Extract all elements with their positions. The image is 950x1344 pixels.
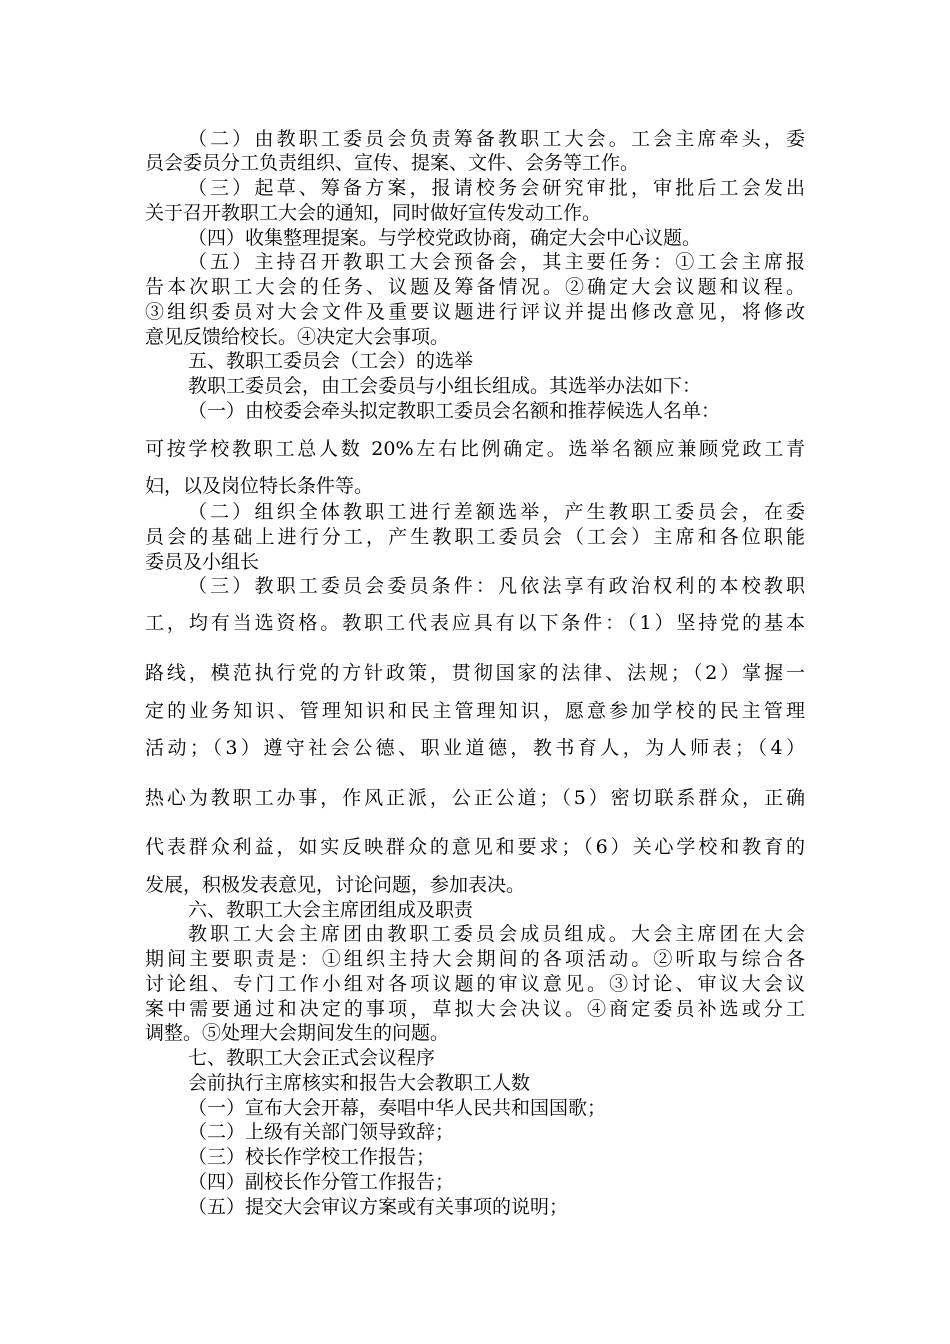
paragraph-line: 意见反馈给校长。④决定大会事项。: [145, 326, 450, 348]
paragraph-line: 路线，模范执行党的方针政策，贯彻国家的法律、法规；（2）掌握一: [145, 662, 805, 684]
paragraph-line: 代表群众利益，如实反映群众的意见和要求；（6）关心学校和教育的: [145, 836, 805, 858]
paragraph-line: 教职工大会主席团由教职工委员会成员组成。大会主席团在大会: [188, 923, 805, 945]
paragraph-line: 关于召开教职工大会的通知，同时做好宣传发动工作。: [145, 202, 602, 224]
paragraph-line: 工，均有当选资格。教职工代表应具有以下条件：（1）坚持党的基本: [145, 612, 805, 634]
paragraph-line: 妇，以及岗位特长条件等。: [145, 475, 374, 497]
section-heading: 五、教职工委员会（工会）的选举: [188, 350, 474, 372]
paragraph-line: ③组织委员对大会文件及重要议题进行评议并提出修改意见，将修改: [145, 301, 805, 323]
paragraph-line: （五）主持召开教职工大会预备会，其主要任务：①工会主席报: [188, 251, 805, 273]
paragraph-line: （四）收集整理提案。与学校党政协商，确定大会中心议题。: [188, 227, 702, 249]
paragraph-line: 活动；（3）遵守社会公德、职业道德，教书育人，为人师表；（4）: [145, 737, 805, 759]
list-item: （二）上级有关部门领导致辞；: [188, 1121, 455, 1143]
list-item: （一）宣布大会开幕，奏唱中华人民共和国国歌；: [188, 1097, 607, 1119]
paragraph-line: 员会的基础上进行分工，产生教职工委员会（工会）主席和各位职能: [145, 526, 805, 548]
section-heading: 七、教职工大会正式会议程序: [188, 1047, 436, 1069]
list-item: （四）副校长作分管工作报告；: [188, 1171, 455, 1193]
list-item: （三）校长作学校工作报告；: [188, 1146, 436, 1168]
paragraph-line: 定的业务知识、管理知识和民主管理知识，愿意参加学校的民主管理: [145, 700, 805, 722]
paragraph-line: （三）起草、筹备方案，报请校务会研究审批，审批后工会发出: [188, 177, 805, 199]
paragraph-line: （一）由校委会牵头拟定教职工委员会名额和推荐候选人名单：: [188, 400, 721, 422]
paragraph-line: 讨论组、专门工作小组对各项议题的审议意见。③讨论、审议大会议: [145, 973, 805, 995]
paragraph-line: 案中需要通过和决定的事项，草拟大会决议。④商定委员补选或分工: [145, 998, 805, 1020]
paragraph-line: 发展，积极发表意见，讨论问题，参加表决。: [145, 874, 526, 896]
paragraph-line: （三）教职工委员会委员条件：凡依法享有政治权利的本校教职: [188, 575, 805, 597]
paragraph-line: 热心为教职工办事，作风正派，公正公道；（5）密切联系群众，正确: [145, 787, 805, 809]
paragraph-line: 告本次职工大会的任务、议题及筹备情况。②确定大会议题和议程。: [145, 276, 805, 298]
list-item: （五）提交大会审议方案或有关事项的说明；: [188, 1196, 569, 1218]
paragraph-line: 教职工委员会，由工会委员与小组长组成。其选举办法如下：: [188, 375, 702, 397]
paragraph-line: 会前执行主席核实和报告大会教职工人数: [188, 1072, 531, 1094]
paragraph-line: （二）由教职工委员会负责筹备教职工大会。工会主席牵头，委: [188, 128, 805, 150]
paragraph-line: 委员及小组长: [145, 551, 260, 573]
paragraph-line: 员会委员分工负责组织、宣传、提案、文件、会务等工作。: [145, 152, 640, 174]
paragraph-line: 可按学校教职工总人数 20%左右比例确定。选举名额应兼顾党政工青: [145, 438, 805, 460]
paragraph-line: 调整。⑤处理大会期间发生的问题。: [145, 1022, 450, 1044]
paragraph-line: 期间主要职责是：①组织主持大会期间的各项活动。②听取与综合各: [145, 948, 805, 970]
paragraph-line: （二）组织全体教职工进行差额选举，产生教职工委员会，在委: [188, 501, 805, 523]
section-heading: 六、教职工大会主席团组成及职责: [188, 899, 474, 921]
